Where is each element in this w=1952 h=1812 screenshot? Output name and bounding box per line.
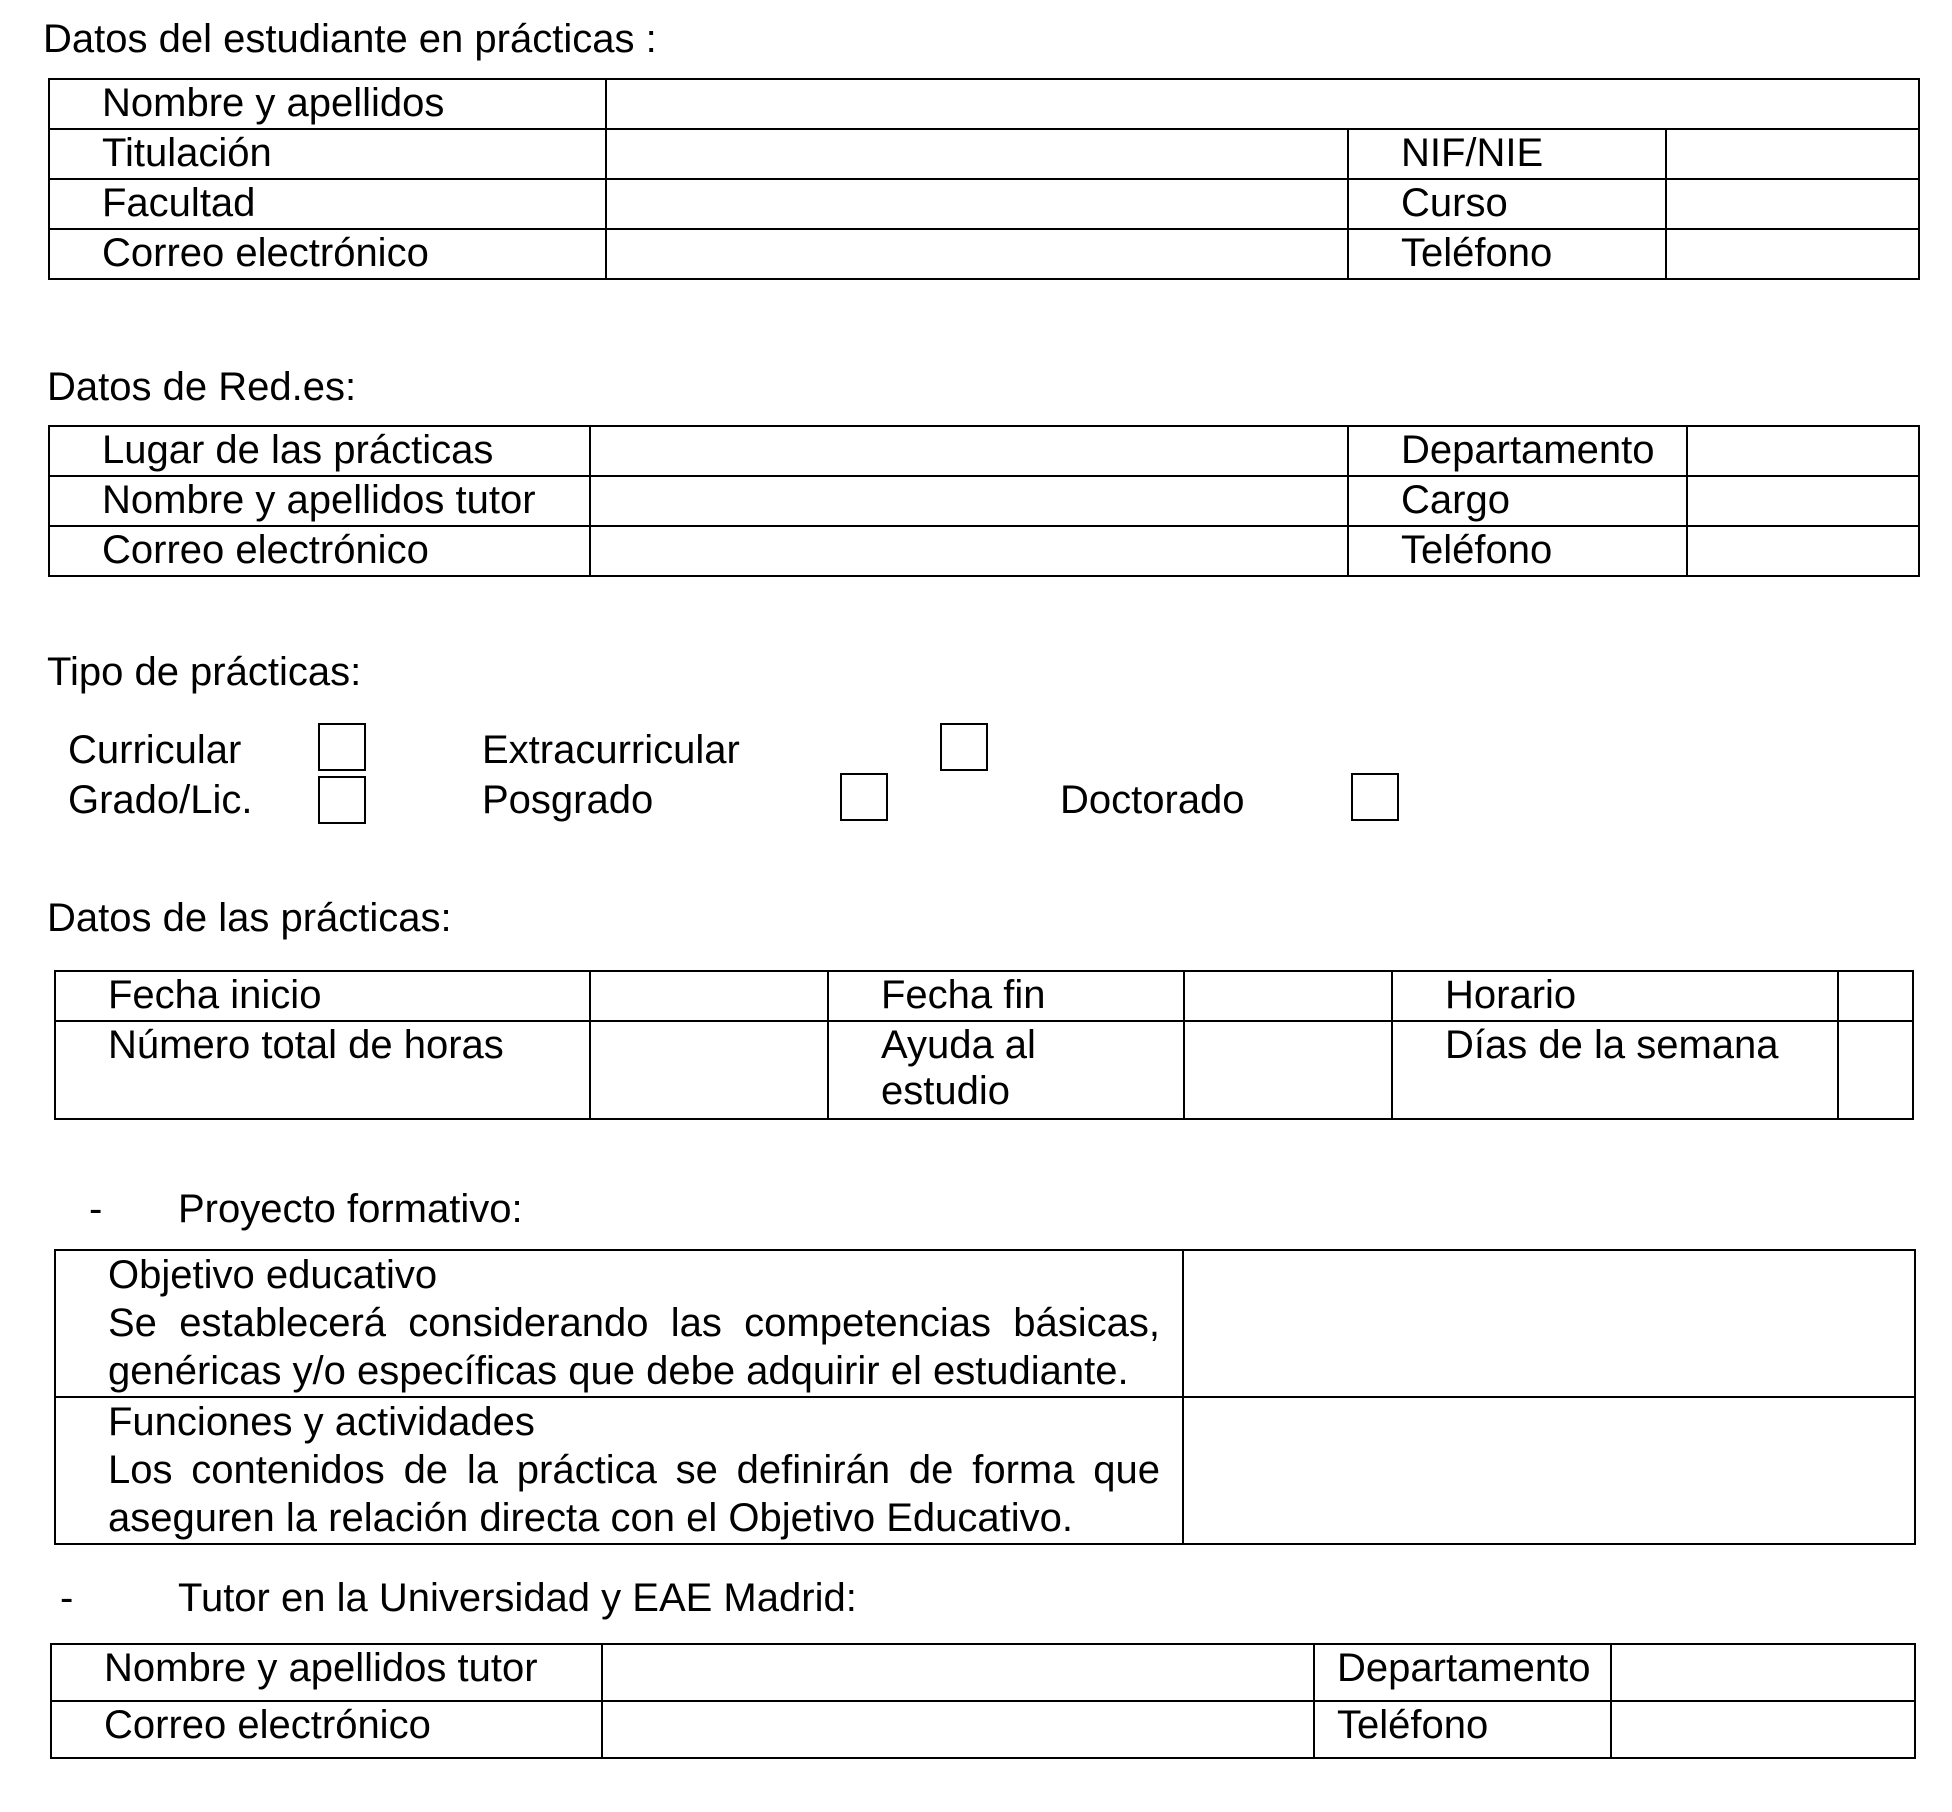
company-email-field[interactable] <box>590 526 1348 576</box>
functions-title: Funciones y actividades <box>108 1400 535 1444</box>
univ-tutor-email-field[interactable] <box>602 1701 1314 1758</box>
student-phone-field[interactable] <box>1666 229 1919 279</box>
posgrado-label: Posgrado <box>482 778 654 822</box>
company-section-heading: Datos de Red.es: <box>47 365 357 409</box>
faculty-field[interactable] <box>606 179 1348 229</box>
project-table <box>54 1249 1916 1545</box>
functions-field[interactable] <box>1183 1397 1915 1544</box>
course-label: Curso <box>1348 179 1666 229</box>
hours-field[interactable] <box>590 1021 828 1119</box>
student-email-field[interactable] <box>606 229 1348 279</box>
company-tutor-field[interactable] <box>590 476 1348 526</box>
extracurricular-label: Extracurricular <box>482 728 740 772</box>
place-field[interactable] <box>590 426 1348 476</box>
degree-field[interactable] <box>606 129 1348 179</box>
grado-label: Grado/Lic. <box>68 778 253 822</box>
student-section-heading: Datos del estudiante en prácticas : <box>43 17 657 61</box>
days-label: Días de la semana <box>1392 1021 1838 1119</box>
company-phone-field[interactable] <box>1687 526 1919 576</box>
type-section-heading: Tipo de prácticas: <box>47 650 362 694</box>
posgrado-checkbox[interactable] <box>840 773 888 821</box>
grant-label-line-1: Ayuda al <box>881 1023 1036 1067</box>
project-bullet: - <box>89 1187 103 1231</box>
univ-tutor-phone-label: Teléfono <box>1314 1701 1611 1758</box>
univ-tutor-department-field[interactable] <box>1611 1644 1915 1701</box>
name-field[interactable] <box>606 79 1919 129</box>
company-department-field[interactable] <box>1687 426 1919 476</box>
grant-label-line-2: estudio <box>881 1069 1010 1113</box>
student-table <box>48 78 1920 280</box>
name-label: Nombre y apellidos <box>49 79 606 129</box>
faculty-label: Facultad <box>49 179 606 229</box>
doctorado-checkbox[interactable] <box>1351 773 1399 821</box>
degree-label: Titulación <box>49 129 606 179</box>
position-label: Cargo <box>1348 476 1687 526</box>
internship-table <box>54 970 1914 1120</box>
days-field[interactable] <box>1838 1021 1913 1119</box>
hours-label: Número total de horas <box>55 1021 590 1119</box>
univ-tutor-name-field[interactable] <box>602 1644 1314 1701</box>
functions-cell <box>55 1397 1183 1544</box>
univ-tutor-name-label: Nombre y apellidos tutor <box>51 1644 602 1701</box>
end-date-field[interactable] <box>1184 971 1392 1021</box>
company-table <box>48 425 1920 577</box>
univ-tutor-section-heading: Tutor en la Universidad y EAE Madrid: <box>178 1576 857 1620</box>
start-date-field[interactable] <box>590 971 828 1021</box>
objective-cell <box>55 1250 1183 1397</box>
doctorado-label: Doctorado <box>1060 778 1245 822</box>
company-phone-label: Teléfono <box>1348 526 1687 576</box>
univ-tutor-email-label: Correo electrónico <box>51 1701 602 1758</box>
objective-description: Se establecerá considerando las competencias básicas, genéricas y/o específicas que debe adquirir el estudiante. <box>108 1301 1160 1393</box>
id-label: NIF/NIE <box>1348 129 1666 179</box>
place-label: Lugar de las prácticas <box>49 426 590 476</box>
grant-field[interactable] <box>1184 1021 1392 1119</box>
univ-tutor-phone-field[interactable] <box>1611 1701 1915 1758</box>
company-department-label: Departamento <box>1348 426 1687 476</box>
student-email-label: Correo electrónico <box>49 229 606 279</box>
company-email-label: Correo electrónico <box>49 526 590 576</box>
end-date-label: Fecha fin <box>828 971 1184 1021</box>
company-tutor-label: Nombre y apellidos tutor <box>49 476 590 526</box>
univ-tutor-table <box>50 1643 1916 1759</box>
objective-field[interactable] <box>1183 1250 1915 1397</box>
extracurricular-checkbox[interactable] <box>940 723 988 771</box>
univ-tutor-bullet: - <box>60 1576 74 1620</box>
grant-label <box>828 1021 1184 1119</box>
start-date-label: Fecha inicio <box>55 971 590 1021</box>
schedule-field[interactable] <box>1838 971 1913 1021</box>
project-section-heading: Proyecto formativo: <box>178 1187 523 1231</box>
functions-description: Los contenidos de la práctica se definirán de forma que aseguren la relación directa con el Objetivo Educativo. <box>108 1448 1160 1540</box>
objective-title: Objetivo educativo <box>108 1253 438 1297</box>
curricular-label: Curricular <box>68 728 242 772</box>
id-field[interactable] <box>1666 129 1919 179</box>
position-field[interactable] <box>1687 476 1919 526</box>
course-field[interactable] <box>1666 179 1919 229</box>
curricular-checkbox[interactable] <box>318 723 366 771</box>
student-phone-label: Teléfono <box>1348 229 1666 279</box>
schedule-label: Horario <box>1392 971 1838 1021</box>
internship-section-heading: Datos de las prácticas: <box>47 896 452 940</box>
univ-tutor-department-label: Departamento <box>1314 1644 1611 1701</box>
grado-checkbox[interactable] <box>318 776 366 824</box>
